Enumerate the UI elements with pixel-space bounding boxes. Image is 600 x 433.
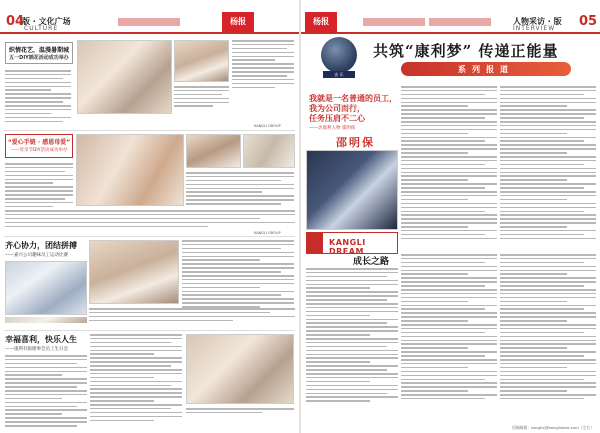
quote-credit: ——访康利人物 邵明保 [309, 126, 356, 131]
pull-quote [309, 94, 397, 124]
section-subtitle: INTERVIEW [513, 25, 556, 32]
article4-photo [186, 334, 294, 404]
article1-text [5, 70, 71, 124]
article3-photo-1 [5, 261, 87, 315]
pull-quote-line1: 我就是一名普通的员工， [309, 94, 397, 103]
brand-box [306, 232, 398, 254]
page-number: 05 [579, 14, 598, 29]
growth-text-col3 [500, 254, 596, 402]
interview-text-col2 [500, 86, 596, 242]
article2-watermark: KANGLI GROUP [254, 231, 281, 235]
growth-text-col2 [401, 254, 497, 402]
interview-text-col1 [401, 86, 497, 242]
article3-photo-2 [89, 240, 179, 304]
article4-subtitle: ——康利有限理事会员工生日会 [5, 347, 68, 352]
mascot-tag: 安 乐 [323, 71, 355, 78]
article1-text-right [232, 40, 294, 91]
article3-text [182, 240, 294, 310]
mascot-badge [321, 37, 357, 73]
article2-photo-main [76, 134, 184, 206]
interviewee-name: 邵明保 [336, 136, 375, 149]
left-header [0, 14, 299, 34]
page-footer: 投稿邮箱：kanglix@kanglistore.com（左右） [512, 425, 594, 430]
article2-photo-small-2 [243, 134, 295, 168]
article1-watermark: KANGLI GROUP [254, 124, 281, 128]
divider [4, 130, 295, 131]
pull-quote-line2: 我为公司而行， [309, 104, 365, 113]
divider [4, 330, 295, 331]
header-info-bar [118, 18, 180, 26]
banner-strip-text: 系列报道 [458, 65, 514, 74]
article2-subtitle: ——母亲节DIY活动成功举办 [10, 148, 68, 153]
left-page [0, 0, 299, 433]
interviewee-portrait [306, 150, 398, 230]
article3-subtitle: ——嘉兴公司趣味员工运动比赛 [5, 253, 68, 258]
article2-title: “爱心手链 · 感恩母爱” [7, 139, 71, 146]
page-number: 04 [6, 14, 25, 29]
article1-title-box [5, 42, 73, 64]
growth-section-title: 成长之路 [353, 257, 390, 267]
growth-text-col1 [306, 268, 398, 404]
article1-title: 织情花艺，温漫暑期城 [8, 47, 69, 54]
article4-text-middle [90, 334, 182, 423]
newspaper-logo: 杨报 [305, 12, 337, 32]
article3-text-bottom [89, 308, 295, 324]
article1-photo-group [77, 40, 172, 114]
article1-subtitle: 五一DIY插花活动成功举办 [9, 55, 69, 61]
section-title: 人物采访 · 版 [513, 17, 562, 26]
article3-title: 齐心协力，团结拼搏 [5, 241, 77, 250]
section-title: 版 · 文化广场 [22, 17, 71, 26]
right-page [301, 0, 600, 433]
header-info-bar-2 [429, 18, 491, 26]
article2-text-right [186, 172, 294, 207]
article2-text-wide [5, 210, 295, 229]
article4-text [5, 355, 87, 429]
banner-title: 共筑“康利梦” 传递正能量 [373, 42, 559, 60]
article2-photo-small [186, 134, 241, 168]
article1-text-bottom [174, 86, 229, 109]
article4-caption [186, 408, 294, 416]
divider [4, 236, 295, 237]
pull-quote-line3: 任务压肩不二心 [309, 114, 365, 123]
article1-photo [174, 40, 229, 82]
article3-photo-caption [5, 317, 87, 323]
brand-box-text: KANGLI DREAM [329, 238, 366, 256]
right-header [301, 14, 600, 34]
article2-title-box [5, 134, 73, 158]
banner-strip [401, 62, 571, 76]
newspaper-logo: 杨报 [222, 12, 254, 32]
article2-text [5, 163, 73, 210]
header-info-bar [363, 18, 425, 26]
article4-title: 幸福喜利，快乐人生 [5, 335, 77, 344]
section-subtitle: CULTURE [24, 25, 59, 32]
